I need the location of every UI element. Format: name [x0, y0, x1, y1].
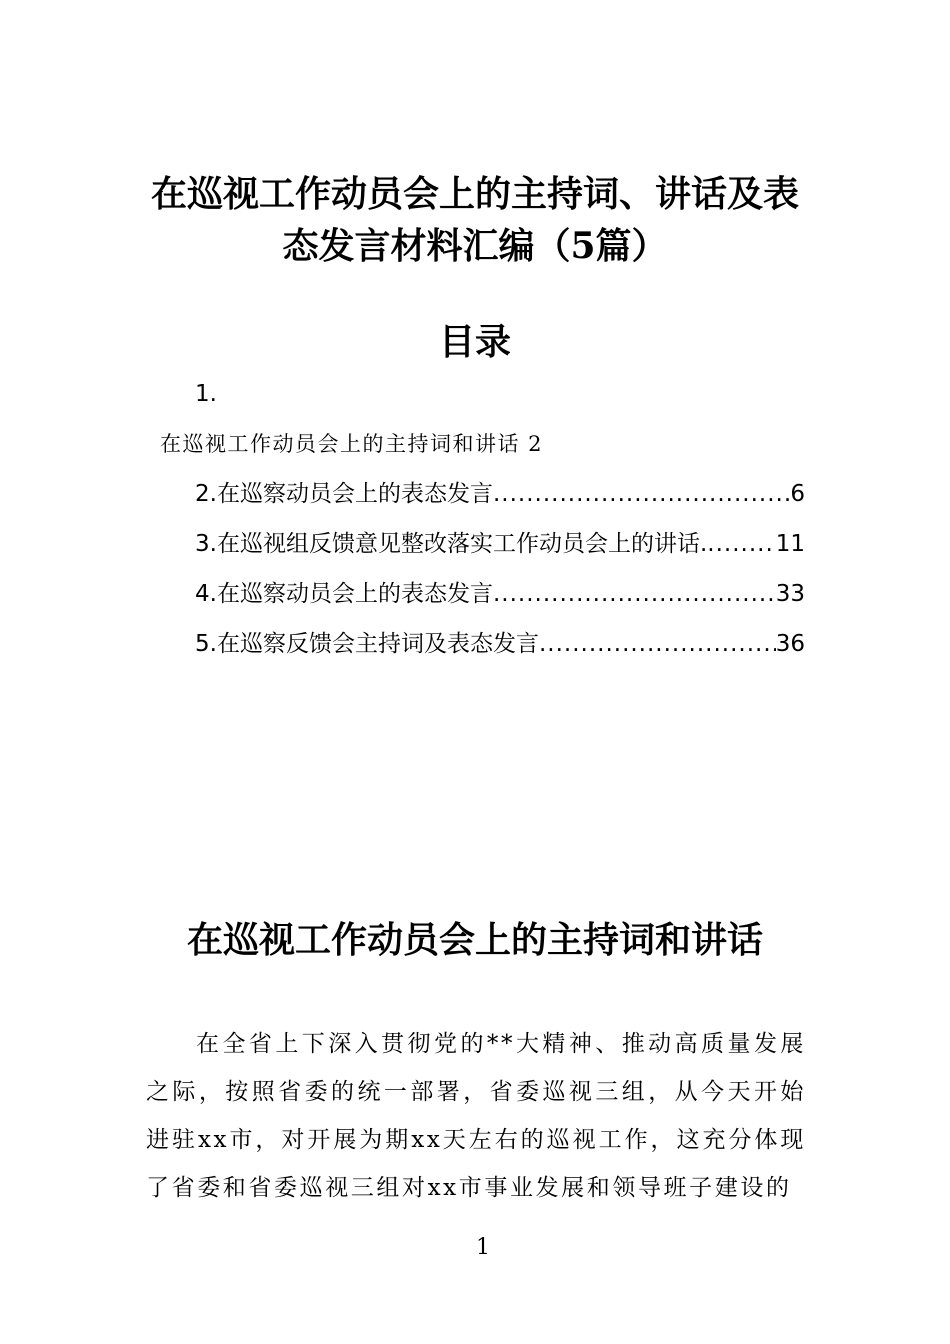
toc-entry-3[interactable]	[195, 528, 805, 560]
toc-heading: 目录	[438, 321, 511, 363]
toc-entry-title: 5.在巡察反馈会主持词及表态发言	[195, 631, 539, 657]
toc-entry-4[interactable]	[195, 578, 805, 610]
toc-entry-title: 2.在巡察动员会上的表态发言	[195, 481, 493, 507]
toc-leader-dots	[493, 578, 776, 610]
toc-entry-title: 3.在巡视组反馈意见整改落实工作动员会上的讲话.	[195, 531, 708, 557]
toc-leader-dots	[539, 628, 776, 660]
toc-entry-page: 36	[775, 631, 805, 657]
toc-entry-2[interactable]	[195, 478, 805, 510]
toc-entry-page: 11	[775, 531, 805, 557]
body-paragraph: 在全省上下深入贯彻党的**大精神、推动高质量发展之际，按照省委的统一部署，省委巡视三组，从今天开始进驻xx市，对开展为期xx天左右的巡视工作，这充分体现了省委和省委巡视三组对xx市事业发展和领导班子建设的	[146, 1031, 806, 1201]
toc-entry-page: 6	[790, 481, 805, 507]
toc-entry-1-number[interactable]: 1.	[195, 381, 217, 407]
toc-entry-title: 4.在巡察动员会上的表态发言	[195, 581, 493, 607]
document-title: 在巡视工作动员会上的主持词、讲话及表态发言材料汇编（5篇）	[150, 173, 799, 267]
toc-entry-page: 33	[775, 581, 805, 607]
toc-entry-5[interactable]	[195, 628, 805, 660]
toc-leader-dots	[707, 528, 775, 560]
toc-leader-dots	[493, 478, 790, 510]
page-number: 1	[476, 1235, 490, 1260]
section-title: 在巡视工作动员会上的主持词和讲话	[186, 919, 763, 961]
toc-entry-1-text[interactable]: 在巡视工作动员会上的主持词和讲话 2	[160, 432, 544, 456]
